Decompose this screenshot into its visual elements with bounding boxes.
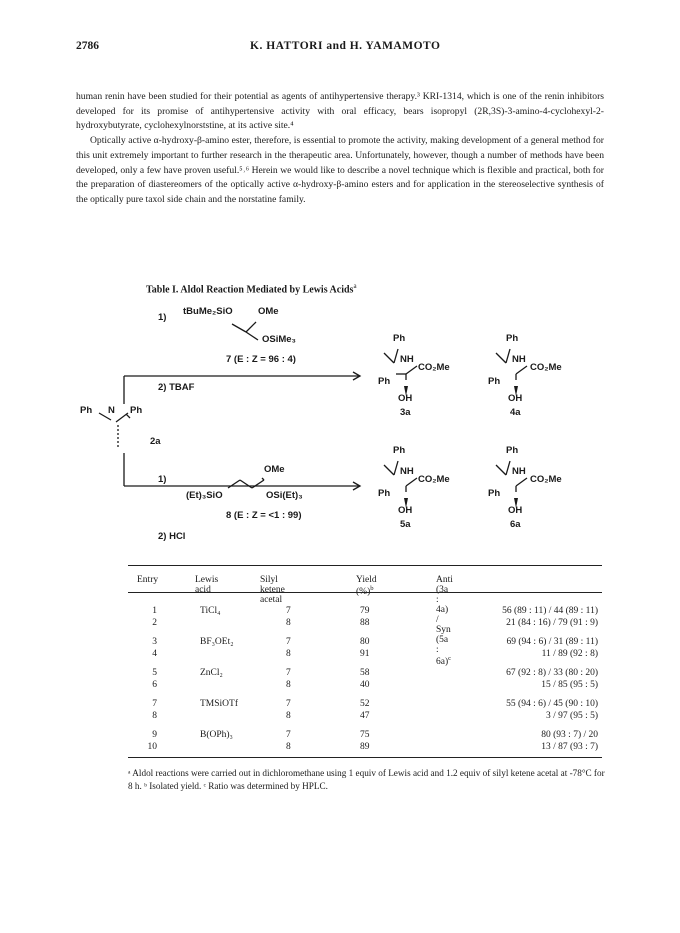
reagent8-right: OSi(Et)₃ [266, 490, 303, 501]
cell-ratio: 11 / 89 (92 : 8) [541, 649, 598, 659]
step2-label: 2) TBAF [158, 382, 195, 393]
cell-entry: 5 [152, 668, 157, 678]
cell-acetal: 7 [286, 606, 291, 616]
paragraph-1: human renin have been studied for their potential as agents of antihypertensive therapy.³ KRI-1314, which is one of the renin inhibitors developed for its promise of antihypertensive activity with oral efficacy, bears isopropyl (2R,3S)-3-amino-4-cyclohexyl-2-hydroxybutyrate, cyclohexylnorststine, at its active site.⁴ [76, 91, 604, 132]
col-yield-label: Yield (%) [356, 575, 377, 598]
cell-lewis-acid: B(OPh)₃ [200, 730, 233, 740]
table-footnote: ᵃ Aldol reactions were carried out in dichloromethane using 1 equiv of Lewis acid and 1.2 equiv of silyl ketene acetal at -78°C for 8 h. ᵇ Isolated yield. ᶜ Ratio was determined by HPLC. [128, 768, 605, 791]
cell-lewis-acid: BF₃OEt₂ [200, 637, 234, 647]
cell-acetal: 7 [286, 637, 291, 647]
cell-entry: 1 [152, 606, 157, 616]
product-3a-ph: Ph [378, 376, 391, 387]
product-4a-ph-top: Ph [506, 333, 519, 344]
product-5a-label: 5a [400, 519, 411, 530]
cell-ratio: 55 (94 : 6) / 45 (90 : 10) [506, 699, 598, 709]
cell-entry: 9 [152, 730, 157, 740]
cell-acetal: 7 [286, 668, 291, 678]
cell-acetal: 7 [286, 730, 291, 740]
lower-step1-label: 1) [158, 474, 167, 485]
substrate-ph-right: Ph [130, 405, 143, 416]
col-yield-note: b [370, 585, 374, 592]
cell-ratio: 15 / 85 (95 : 5) [541, 680, 598, 690]
paragraph-2: Optically active α-hydroxy-β-amino ester, therefore, is essential to promote the activity, making development of a general method for this unit extremely important to further research in the therapeutic area. Unfortunately, however, though a number of methods have been developed, only a few have proven useful.⁵˒⁶ Herein we would like to describe a novel technique which is flexible and practical, both for the preparation of diastereomers of the optically active α-hydroxy-β-amino esters and for application in the stereoselective synthesis of the optically pure taxol side chain and the norstatine family. [76, 135, 604, 205]
table-bottom-rule [128, 757, 602, 758]
cell-ratio: 21 (84 : 16) / 79 (91 : 9) [506, 618, 598, 628]
cell-lewis-acid: ZnCl₂ [200, 668, 223, 678]
cell-yield: 47 [360, 711, 370, 721]
cell-entry: 7 [152, 699, 157, 709]
product-6a-ph-top: Ph [506, 445, 519, 456]
product-6a-nh: NH [512, 466, 526, 477]
table-top-rule [128, 565, 602, 566]
running-head-authors: K. HATTORI and H. YAMAMOTO [250, 40, 441, 52]
cell-acetal: 8 [286, 742, 291, 752]
col-silyl-ketene-acetal: Silyl ketene acetal [260, 575, 285, 605]
cell-yield: 40 [360, 680, 370, 690]
cell-entry: 2 [152, 618, 157, 628]
substrate-ph-left: Ph [80, 405, 93, 416]
substrate-n: N [108, 405, 115, 416]
cell-yield: 89 [360, 742, 370, 752]
cell-ratio: 80 (93 : 7) / 20 [541, 730, 598, 740]
table-header-rule [128, 592, 602, 593]
cell-ratio: 67 (92 : 8) / 33 (80 : 20) [506, 668, 598, 678]
product-4a-ph: Ph [488, 376, 501, 387]
col-ratio-note: c [448, 655, 452, 662]
reagent8-caption: 8 (E : Z = <1 : 99) [226, 510, 302, 521]
cell-yield: 88 [360, 618, 370, 628]
cell-ratio: 3 / 97 (95 : 5) [546, 711, 598, 721]
table-title-text: Table I. Aldol Reaction Mediated by Lewis Acids [146, 284, 354, 296]
cell-entry: 6 [152, 680, 157, 690]
step1-label: 1) [158, 312, 167, 323]
product-3a-label: 3a [400, 407, 411, 418]
cell-yield: 58 [360, 668, 370, 678]
cell-acetal: 8 [286, 680, 291, 690]
substrate-label: 2a [150, 436, 161, 447]
cell-ratio: 56 (89 : 11) / 44 (89 : 11) [502, 606, 598, 616]
lower-step2-label: 2) HCl [158, 531, 186, 542]
cell-lewis-acid: TMSiOTf [200, 699, 238, 709]
product-3a-ph-top: Ph [393, 333, 406, 344]
col-lewis-acid: Lewis acid [195, 575, 219, 595]
col-ratio [436, 575, 453, 667]
cell-ratio: 69 (94 : 6) / 31 (89 : 11) [506, 637, 598, 647]
product-3a-oh: OH [398, 393, 413, 404]
product-5a-ester: CO₂Me [418, 474, 450, 485]
reagent7-silyloxy: tBuMe₂SiO [183, 306, 233, 317]
reagent7-otms: OSiMe₃ [262, 334, 296, 345]
reagent8-left: (Et)₃SiO [186, 490, 223, 501]
col-entry: Entry [137, 575, 159, 585]
page-number: 2786 [76, 40, 99, 52]
cell-yield: 91 [360, 649, 370, 659]
cell-entry: 4 [152, 649, 157, 659]
cell-yield: 52 [360, 699, 370, 709]
cell-yield: 79 [360, 606, 370, 616]
reagent7-caption: 7 (E : Z = 96 : 4) [226, 354, 296, 365]
cell-acetal: 8 [286, 649, 291, 659]
product-5a-nh: NH [400, 466, 414, 477]
cell-yield: 75 [360, 730, 370, 740]
product-5a-oh: OH [398, 505, 413, 516]
product-4a-label: 4a [510, 407, 521, 418]
product-4a-ester: CO₂Me [530, 362, 562, 373]
cell-lewis-acid: TiCl₄ [200, 606, 221, 616]
product-5a-ph: Ph [378, 488, 391, 499]
col-yield [356, 575, 377, 597]
cell-ratio: 13 / 87 (93 : 7) [541, 742, 598, 752]
cell-entry: 8 [152, 711, 157, 721]
product-6a-oh: OH [508, 505, 523, 516]
product-4a-oh: OH [508, 393, 523, 404]
cell-entry: 10 [147, 742, 157, 752]
cell-yield: 80 [360, 637, 370, 647]
col-ratio-label: Anti (3a : 4a) / Syn (5a : 6a) [436, 575, 453, 668]
reagent8-ome: OMe [264, 464, 285, 475]
product-4a-nh: NH [512, 354, 526, 365]
product-6a-ph: Ph [488, 488, 501, 499]
product-3a-ester: CO₂Me [418, 362, 450, 373]
reagent7-ome: OMe [258, 306, 279, 317]
table-title-note: a [353, 282, 357, 290]
product-5a-ph-top: Ph [393, 445, 406, 456]
cell-acetal: 7 [286, 699, 291, 709]
cell-entry: 3 [152, 637, 157, 647]
product-3a-nh: NH [400, 354, 414, 365]
product-6a-ester: CO₂Me [530, 474, 562, 485]
cell-acetal: 8 [286, 711, 291, 721]
cell-acetal: 8 [286, 618, 291, 628]
product-6a-label: 6a [510, 519, 521, 530]
